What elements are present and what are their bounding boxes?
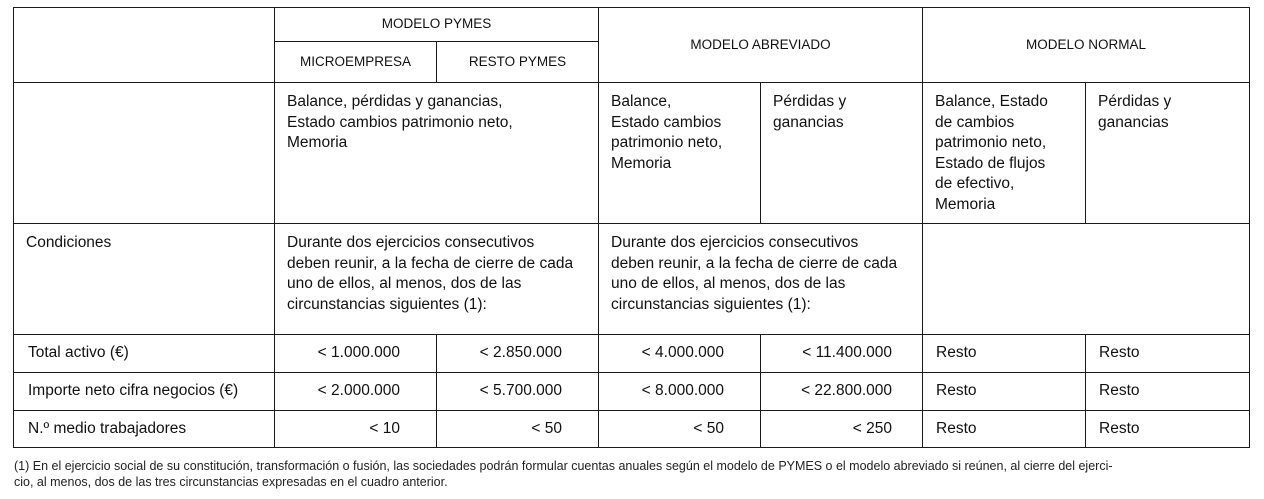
- doc-line: Memoria: [935, 195, 996, 213]
- doc-line: Balance, pérdidas y ganancias,: [287, 93, 503, 110]
- condition-line: circunstancias siguientes (1):: [287, 295, 487, 313]
- doc-line: Memoria: [611, 154, 672, 172]
- conditions-label: Condiciones: [14, 224, 275, 335]
- condition-line: deben reunir, a la fecha de cierre de cada: [611, 254, 898, 272]
- header-modelo-normal: MODELO NORMAL: [923, 8, 1250, 83]
- value-normal-a: Resto: [923, 373, 1086, 411]
- value-abreviado-a: < 50: [599, 411, 761, 448]
- value-microempresa: < 10: [275, 411, 437, 448]
- value-abreviado-a: < 8.000.000: [599, 373, 761, 411]
- value-normal-a: Resto: [923, 411, 1086, 448]
- value-normal-a: Resto: [923, 335, 1086, 373]
- doc-line: patrimonio neto,: [935, 134, 1047, 151]
- documents-label-cell: [14, 83, 275, 224]
- table-row: [14, 335, 1250, 373]
- footnote: [14, 458, 1250, 490]
- normal-documents-b: [1086, 83, 1250, 224]
- row-label-trabajadores: N.º medio trabajadores: [14, 411, 275, 448]
- row-label-importe-neto: Importe neto cifra negocios (€): [14, 373, 275, 411]
- value-microempresa: < 1.000.000: [275, 335, 437, 373]
- doc-line: Estado cambios patrimonio neto,: [287, 113, 513, 131]
- condition-line: uno de ellos, al menos, dos de las: [287, 275, 522, 292]
- footnote-line: cio, al menos, dos de las tres circunstancias expresadas en el cuadro anterior.: [14, 475, 448, 489]
- table-row: [14, 411, 1250, 448]
- value-abreviado-b: < 250: [761, 411, 923, 448]
- doc-line: Memoria: [287, 134, 348, 151]
- value-normal-b: Resto: [1086, 373, 1250, 411]
- company-models-table: [13, 7, 1250, 448]
- doc-line: ganancias: [1098, 113, 1169, 131]
- value-abreviado-b: < 11.400.000: [761, 335, 923, 373]
- doc-line: Pérdidas y: [1098, 93, 1172, 110]
- doc-line: de cambios: [935, 113, 1015, 131]
- value-microempresa: < 2.000.000: [275, 373, 437, 411]
- value-resto-pymes: < 50: [437, 411, 599, 448]
- value-resto-pymes: < 2.850.000: [437, 335, 599, 373]
- header-modelo-pymes: MODELO PYMES: [275, 8, 599, 42]
- condition-line: circunstancias siguientes (1):: [611, 295, 811, 313]
- abreviado-documents-b: [761, 83, 923, 224]
- value-abreviado-b: < 22.800.000: [761, 373, 923, 411]
- condition-line: Durante dos ejercicios consecutivos: [287, 234, 535, 251]
- header-microempresa: MICROEMPRESA: [275, 42, 437, 83]
- doc-line: ganancias: [773, 113, 844, 131]
- doc-line: de efectivo,: [935, 175, 1015, 192]
- header-resto-pymes: RESTO PYMES: [437, 42, 599, 83]
- corner-cell: [14, 8, 275, 83]
- normal-conditions: [923, 224, 1250, 335]
- table-row: [14, 373, 1250, 411]
- value-abreviado-a: < 4.000.000: [599, 335, 761, 373]
- doc-line: Estado cambios: [611, 113, 722, 131]
- condition-line: Durante dos ejercicios consecutivos: [611, 234, 859, 251]
- doc-line: Pérdidas y: [773, 93, 847, 110]
- abreviado-documents-a: [599, 83, 761, 224]
- pymes-conditions: [275, 224, 599, 335]
- row-label-total-activo: Total activo (€): [14, 335, 275, 373]
- doc-line: patrimonio neto,: [611, 134, 723, 151]
- footnote-line: (1) En el ejercicio social de su constitución, transformación o fusión, las sociedades podrán formular cuentas anuales según el modelo de PYMES o el modelo abreviado si reúnen, al cierre del ejerci-: [14, 459, 1113, 473]
- doc-line: Balance,: [611, 93, 672, 110]
- pymes-documents: [275, 83, 599, 224]
- header-modelo-abreviado: MODELO ABREVIADO: [599, 8, 923, 83]
- abreviado-conditions: [599, 224, 923, 335]
- value-resto-pymes: < 5.700.000: [437, 373, 599, 411]
- doc-line: Balance, Estado: [935, 93, 1048, 110]
- condition-line: uno de ellos, al menos, dos de las: [611, 275, 846, 292]
- doc-line: Estado de flujos: [935, 154, 1046, 172]
- normal-documents-a: [923, 83, 1086, 224]
- condition-line: deben reunir, a la fecha de cierre de cada: [287, 254, 574, 272]
- value-normal-b: Resto: [1086, 335, 1250, 373]
- value-normal-b: Resto: [1086, 411, 1250, 448]
